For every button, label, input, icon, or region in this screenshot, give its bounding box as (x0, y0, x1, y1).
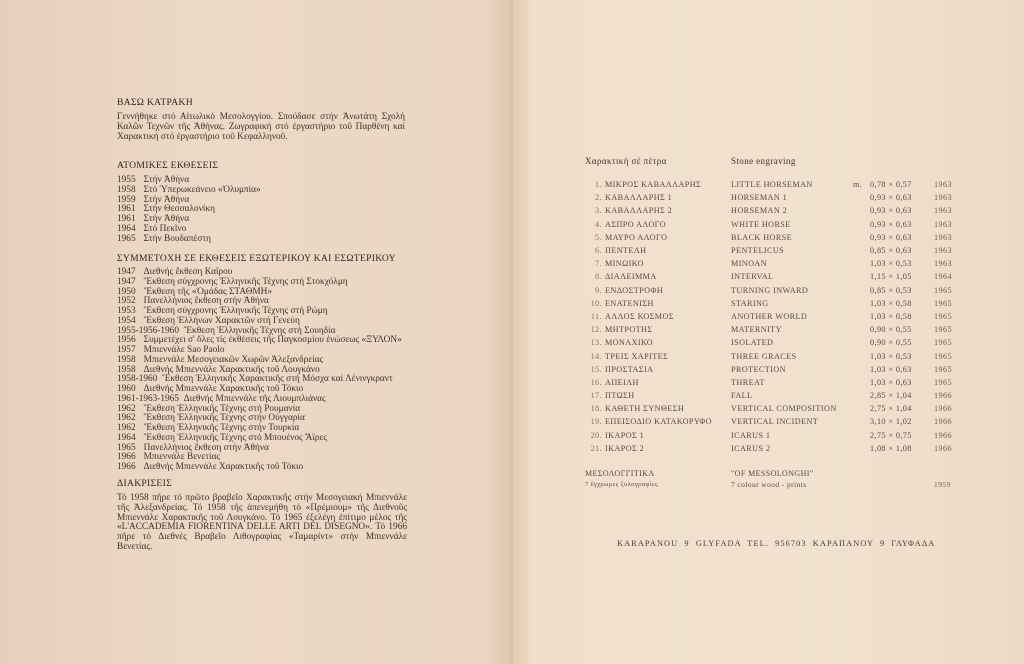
exhibition-text: Στό Πεκῖνο (143, 223, 187, 234)
work-title-greek: ΕΝΑΤΕΝΙΣΗ (605, 298, 654, 308)
work-year: 1966 (934, 430, 952, 440)
work-row (585, 257, 952, 270)
exhibition-year: 1960 (117, 384, 136, 394)
exhibition-text: Συμμετέχει σ' ὅλες τίς ἐκθέσεις τῆς Παγκοσμίου ἑνώσεως «ΞΥΛΟΝ» (143, 335, 402, 346)
unit-label (853, 363, 870, 376)
work-dimensions: 0,90 × 0,55 (870, 325, 912, 335)
work-row (585, 310, 952, 323)
unit-label (853, 204, 870, 217)
work-number: 19. (590, 417, 602, 427)
work-number: 17. (590, 391, 602, 401)
unit-label (853, 231, 870, 244)
work-year: 1965 (934, 325, 952, 335)
work-title-english: PENTELICUS (731, 246, 785, 256)
exhibition-year: 1958 (117, 364, 136, 375)
work-year: 1963 (934, 259, 952, 269)
work-title-greek: ΕΠΕΙΣΟΔΙΟ ΚΑΤΑΚΟΡΥΦΟ (605, 417, 712, 427)
unit-label (853, 257, 870, 270)
work-number: 7. (595, 259, 602, 269)
work-number: 1. (595, 180, 602, 190)
work-dimensions: 1,03 × 0,53 (870, 259, 912, 269)
exhibition-text: Στό Ὑπερωκεάνειο «Ὀλυμπία» (143, 184, 261, 195)
unit-label (853, 415, 870, 428)
exhibition-year: 1962 (117, 413, 136, 424)
work-year: 1963 (934, 193, 952, 203)
work-year: 1963 (934, 219, 952, 229)
exhibition-year: 1961 (117, 214, 136, 225)
unit-label (853, 297, 870, 310)
unit-label (853, 310, 870, 323)
work-title-greek: ΜΗΤΡΟΤΗΣ (605, 325, 653, 335)
messolonghi-sub-row (585, 480, 952, 489)
exhibition-text: Διεθνής ἔκθεση Καΐρου (143, 267, 233, 277)
exhibition-year: 1947 (117, 276, 136, 287)
exhibition-year: 1966 (117, 452, 136, 463)
work-dimensions: 1,15 × 1,05 (870, 272, 912, 282)
exhibition-year: 1959 (117, 194, 136, 205)
work-number: 9. (595, 285, 602, 295)
exhibition-text: Ἔκθεση τῆς «Ὁμάδας ΣΤΑΘΜΗ» (143, 286, 273, 297)
work-row (585, 297, 952, 310)
work-row (585, 284, 952, 297)
bio-paragraph: Γεννήθηκε στό Αἰτωλικό Μεσολογγίου. Σπούδασε στήν Ἀνωτάτη Σχολή Καλῶν Τεχνῶν τῆς Ἀθήνας. Ζωγραφική στό ἐργαστήριο τοῦ Παρθένη καί Χαρακτική στό ἐργαστήριο τοῦ Κεφαλληνοῦ. (117, 112, 405, 142)
exhibition-text: Ἔκθεση σύγχρονης Ἑλληνικῆς Τέχνης στή Στοκχόλμη (143, 276, 348, 287)
work-number: 6. (595, 246, 602, 256)
group-exhibitions-heading: ΣΥΜΜΕΤΟΧΗ ΣΕ ΕΚΘΕΣΕΙΣ ΕΞΩΤΕΡΙΚΟΥ ΚΑΙ ΕΣΩΤΕΡΙΚΟΥ (117, 253, 396, 264)
work-row (585, 376, 952, 389)
work-title-english: WHITE HORSE (731, 219, 791, 229)
work-number: 3. (595, 206, 602, 216)
work-title-english: LITTLE HORSEMAN (731, 180, 813, 190)
unit-label (853, 218, 870, 231)
work-number: 8. (595, 272, 602, 282)
work-dimensions: 1,03 × 0,58 (870, 311, 912, 321)
solo-exhibitions-heading: ΑΤΟΜΙΚΕΣ ΕΚΘΕΣΕΙΣ (117, 160, 219, 171)
work-title-english: ICARUS 2 (731, 443, 771, 453)
work-year: 1965 (934, 377, 952, 387)
work-title-greek: ΚΑΒΑΛΛΑΡΗΣ 2 (605, 206, 673, 216)
work-title-english: STARING (731, 298, 769, 308)
exhibition-year: 1964 (117, 223, 136, 234)
work-number: 14. (590, 351, 602, 361)
unit-label (853, 402, 870, 415)
work-year: 1963 (934, 206, 952, 216)
exhibition-year: 1962 (117, 403, 136, 414)
work-row (585, 244, 952, 257)
work-title-greek: ΑΣΠΡΟ ΑΛΟΓΟ (605, 219, 667, 229)
unit-label (853, 336, 870, 349)
unit-label (853, 389, 870, 402)
footer-address: KARAPANOU 9 GLYFADA TEL. 956703 ΚΑΡΑΠΑΝΟΥ 9 ΓΛΥΦΑΔΑ (617, 539, 936, 548)
work-title-greek: ΙΚΑΡΟΣ 2 (605, 443, 645, 453)
messolonghi-english-sub: 7 colour wood - prints (731, 480, 807, 490)
work-title-greek: ΜΟΝΑΧΙΚΟ (605, 338, 654, 348)
exhibition-year: 1947 (117, 267, 136, 277)
exhibition-text: Ἔκθεση Ἑλληνικῆς Τέχνης στήν Οὑγγαρία (143, 413, 305, 424)
messolonghi-row (585, 467, 952, 480)
work-row (585, 389, 952, 402)
work-dimensions: 2,75 × 1,04 (870, 404, 912, 414)
unit-label (853, 284, 870, 297)
exhibition-text: Μπιεννάλε Μεσογειακῶν Χωρῶν Ἀλεξανδρείας (143, 354, 324, 365)
exhibition-text: Ἔκθεση Ἑλληνικῆς Τέχνης στή Σουηδία (183, 325, 336, 336)
work-title-english: BLACK HORSE (731, 232, 793, 242)
work-year: 1965 (934, 364, 952, 374)
work-title-english: MATERNITY (731, 325, 782, 335)
work-dimensions: 1,03 × 0,63 (870, 377, 912, 387)
exhibition-text: Μπιεννάλε Sao Paolo (143, 345, 225, 355)
exhibition-year: 1955-1956-1960 (117, 325, 179, 336)
work-title-greek: ΤΡΕΙΣ ΧΑΡΙΤΕΣ (605, 351, 669, 361)
work-year: 1966 (934, 391, 952, 401)
work-title-english: HORSEMAN 1 (731, 193, 788, 203)
exhibition-text: Πανελλήνιος ἔκθεση στήν Ἀθήνα (143, 296, 269, 307)
messolonghi-english-title: "OF MESSOLONGHI" (731, 469, 814, 479)
work-row (585, 429, 952, 442)
work-number: 11. (590, 311, 602, 321)
work-year: 1963 (934, 246, 952, 256)
exhibition-text: Ἔκθεση Ἑλληνικῆς Τέχνης στήν Τουρκία (143, 423, 300, 433)
work-year: 1965 (934, 298, 952, 308)
work-number: 16. (590, 377, 602, 387)
work-row (585, 270, 952, 283)
work-row (585, 442, 952, 455)
exhibition-year: 1950 (117, 286, 136, 297)
exhibition-text: Διεθνής Μπιεννάλε Χαρακτικῆς τοῦ Τόκιο (143, 462, 304, 472)
exhibition-year: 1958 (117, 184, 136, 195)
work-row (585, 178, 952, 191)
work-number: 20. (590, 430, 602, 440)
unit-label (853, 429, 870, 442)
work-title-english: VERTICAL INCIDENT (731, 417, 819, 427)
exhibition-text: Ἔκθεση Ἑλληνικῆς Τέχνης στή Ρουμανία (143, 403, 301, 414)
work-title-english: MINOAN (731, 259, 768, 269)
work-dimensions: 1,03 × 0,63 (870, 364, 912, 374)
work-dimensions: 3,10 × 1,02 (870, 417, 912, 427)
work-title-greek: ΠΤΩΣΗ (605, 391, 635, 401)
work-title-greek: ΚΑΒΑΛΛΑΡΗΣ 1 (605, 193, 673, 203)
work-year: 1963 (934, 232, 952, 242)
work-title-english: HORSEMAN 2 (731, 206, 788, 216)
work-number: 12. (590, 325, 602, 335)
unit-label (853, 323, 870, 336)
work-title-english: ISOLATED (731, 338, 774, 348)
work-title-greek: ΠΡΟΣΤΑΣΙΑ (605, 364, 654, 374)
exhibition-text: Μπιεννάλε Βενετίας (143, 452, 221, 463)
work-title-english: VERTICAL COMPOSITION (731, 404, 837, 414)
exhibition-year: 1958-1960 (117, 374, 158, 385)
unit-label (853, 244, 870, 257)
work-row (585, 191, 952, 204)
work-title-greek: ΑΠΕΙΛΗ (605, 377, 639, 387)
header-english: Stone engraving (731, 156, 796, 166)
work-title-greek: ΚΑΘΕΤΗ ΣΥΝΘΕΣΗ (605, 404, 685, 414)
work-title-english: ICARUS 1 (731, 430, 771, 440)
work-year: 1964 (934, 272, 952, 282)
work-year: 1966 (934, 443, 952, 453)
work-row (585, 402, 952, 415)
work-title-greek: ΙΚΑΡΟΣ 1 (605, 430, 645, 440)
exhibition-text: Στήν Βουδαπέστη (143, 233, 211, 244)
work-year: 1966 (934, 417, 952, 427)
unit-label (853, 349, 870, 362)
exhibition-year: 1966 (117, 462, 136, 472)
solo-exhibitions-list (117, 176, 261, 245)
exhibition-year: 1965 (117, 442, 136, 453)
group-exhibitions-list (117, 268, 402, 473)
work-dimensions: 2,75 × 0,75 (870, 430, 912, 440)
work-dimensions: 0,85 × 0,63 (870, 246, 912, 256)
messolonghi-greek-title: ΜΕΣΟΛΟΓΓΙΤΙΚΑ (585, 469, 655, 479)
work-dimensions: 0,93 × 0,63 (870, 193, 912, 203)
exhibition-year: 1961-1963-1965 (117, 393, 179, 404)
work-year: 1965 (934, 311, 952, 321)
exhibition-year: 1957 (117, 345, 136, 355)
exhibition-text: Ἔκθεση Ἑλλήνων Χαρακτῶν στή Γενεύη (143, 315, 300, 326)
work-title-english: FALL (731, 391, 753, 401)
work-row (585, 349, 952, 362)
exhibition-text: Πανελλήνιος ἔκθεση στήν Ἀθήνα (143, 442, 269, 453)
exhibition-text: Διεθνής Μπιεννάλε Χαρακτικῆς τοῦ Λουγκάνο (143, 364, 320, 375)
work-title-english: ANOTHER WORLD (731, 311, 808, 321)
messolonghi-greek-sub: 7 ἔγχρωμες ξυλογραφίες (585, 481, 658, 489)
exhibition-text: Ἔκθεση Ἑλληνικῆς Χαρακτικῆς στή Μόσχα καί Λένινγκραντ (161, 374, 393, 385)
work-dimensions: 1,03 × 0,53 (870, 351, 912, 361)
work-number: 13. (590, 338, 602, 348)
exhibition-text: Διεθνής Μπιεννάλε τῆς Λιουμπλιάνας (183, 393, 326, 404)
work-dimensions: 2,85 × 1,04 (870, 391, 912, 401)
work-dimensions: 0,93 × 0,63 (870, 219, 912, 229)
exhibition-text: Ἔκθεση σύγχρονης Ἑλληνικῆς Τέχνης στή Ρώμη (143, 306, 328, 316)
work-number: 4. (595, 219, 602, 229)
exhibition-year: 1954 (117, 315, 136, 326)
unit-label: m. (853, 180, 863, 190)
work-number: 21. (590, 443, 602, 453)
exhibition-year: 1955 (117, 175, 136, 185)
work-title-greek: ΜΙΝΩΙΚΟ (605, 259, 644, 269)
work-row (585, 415, 952, 428)
work-number: 2. (595, 193, 602, 203)
work-title-greek: ΑΛΛΟΣ ΚΟΣΜΟΣ (605, 311, 674, 321)
exhibition-year: 1958 (117, 354, 136, 365)
unit-label (853, 442, 870, 455)
work-title-english: PROTECTION (731, 364, 786, 374)
work-title-greek: ΠΕΝΤΕΛΗ (605, 246, 647, 256)
exhibition-text: Στήν Ἀθήνα (143, 175, 190, 185)
work-dimensions: 0,93 × 0,63 (870, 206, 912, 216)
exhibition-year: 1962 (117, 423, 136, 433)
work-dimensions: 0,90 × 0,55 (870, 338, 912, 348)
exhibition-year: 1953 (117, 306, 136, 316)
messolonghi-year: 1959 (934, 480, 951, 490)
exhibition-year: 1965 (117, 233, 136, 244)
artist-name: ΒΑΣΩ ΚΑΤΡΑΚΗ (117, 97, 193, 108)
work-title-english: THREAT (731, 377, 765, 387)
exhibition-year: 1964 (117, 432, 136, 443)
unit-label (853, 191, 870, 204)
work-dimensions: 1,03 × 0,58 (870, 298, 912, 308)
header-greek: Χαρακτική σέ πέτρα (585, 156, 667, 166)
work-number: 10. (590, 298, 602, 308)
work-year: 1966 (934, 404, 952, 414)
awards-heading: ΔΙΑΚΡΙΣΕΙΣ (117, 478, 172, 489)
work-title-greek: ΔΙΑΛΕΙΜΜΑ (605, 272, 657, 282)
work-title-greek: ΜΙΚΡΟΣ ΚΑΒΑΛΛΑΡΗΣ (605, 180, 702, 190)
awards-paragraph: Τό 1958 πῆρε τό πρῶτο βραβεῖο Χαρακτικῆς στήν Μεσογειακή Μπιεννάλε τῆς Ἀλεξανδρείας. Τό 1958 τῆς ἀπενεμήθη τό «Πρέμιουμ» τῆς Διεθνοῦς Μπιεννάλε Χαρακτικῆς τοῦ Λουγκάνο. Τό 1965 ἐξελέγη ἐπίτιμο μέλος τῆς «L'ACCADEMIA FIORENTINA DELLE ARTI DEL DISEGNO». Τό 1966 πῆρε τό Διεθνές Βραβεῖο Λιθογραφίας «Ταμαρίντ» στήν Μπιεννάλε Βενετίας. (117, 493, 407, 552)
work-dimensions: 0,78 × 0,57 (870, 180, 912, 190)
work-row (585, 231, 952, 244)
works-table (585, 156, 952, 489)
work-row (585, 218, 952, 231)
exhibition-text: Στήν Θεσσαλονίκη (143, 204, 215, 215)
work-year: 1965 (934, 285, 952, 295)
work-row (585, 323, 952, 336)
work-title-english: THREE GRACES (731, 351, 797, 361)
work-year: 1965 (934, 338, 952, 348)
exhibition-year: 1952 (117, 296, 136, 307)
works-table-header (585, 156, 952, 178)
unit-label (853, 270, 870, 283)
exhibition-item (117, 463, 402, 473)
work-row (585, 336, 952, 349)
work-title-greek: ΕΝΔΟΣΤΡΟΦΗ (605, 285, 664, 295)
work-title-english: TURNING INWARD (731, 285, 809, 295)
work-row (585, 363, 952, 376)
exhibition-item (117, 235, 261, 245)
exhibition-text: Ἔκθεση Ἑλληνικῆς Τέχνης στό Μπουένος Ἄϊρες (143, 432, 328, 443)
work-year: 1965 (934, 351, 952, 361)
work-number: 15. (590, 364, 602, 374)
exhibition-year: 1956 (117, 335, 136, 346)
exhibition-year: 1961 (117, 204, 136, 215)
exhibition-text: Στήν Ἀθήνα (143, 214, 190, 225)
work-title-greek: ΜΑΥΡΟ ΑΛΟΓΟ (605, 232, 668, 242)
work-dimensions: 0,93 × 0,63 (870, 232, 912, 242)
work-dimensions: 1,08 × 1,08 (870, 443, 912, 453)
work-number: 18. (590, 404, 602, 414)
exhibition-text: Στήν Ἀθήνα (143, 194, 190, 205)
unit-label (853, 376, 870, 389)
exhibition-text: Διεθνής Μπιεννάλε Χαρακτικῆς τοῦ Τόκιο (143, 384, 304, 394)
work-title-english: INTERVAL (731, 272, 774, 282)
work-row (585, 204, 952, 217)
work-year: 1963 (934, 180, 952, 190)
work-number: 5. (595, 232, 602, 242)
work-dimensions: 0,85 × 0,53 (870, 285, 912, 295)
